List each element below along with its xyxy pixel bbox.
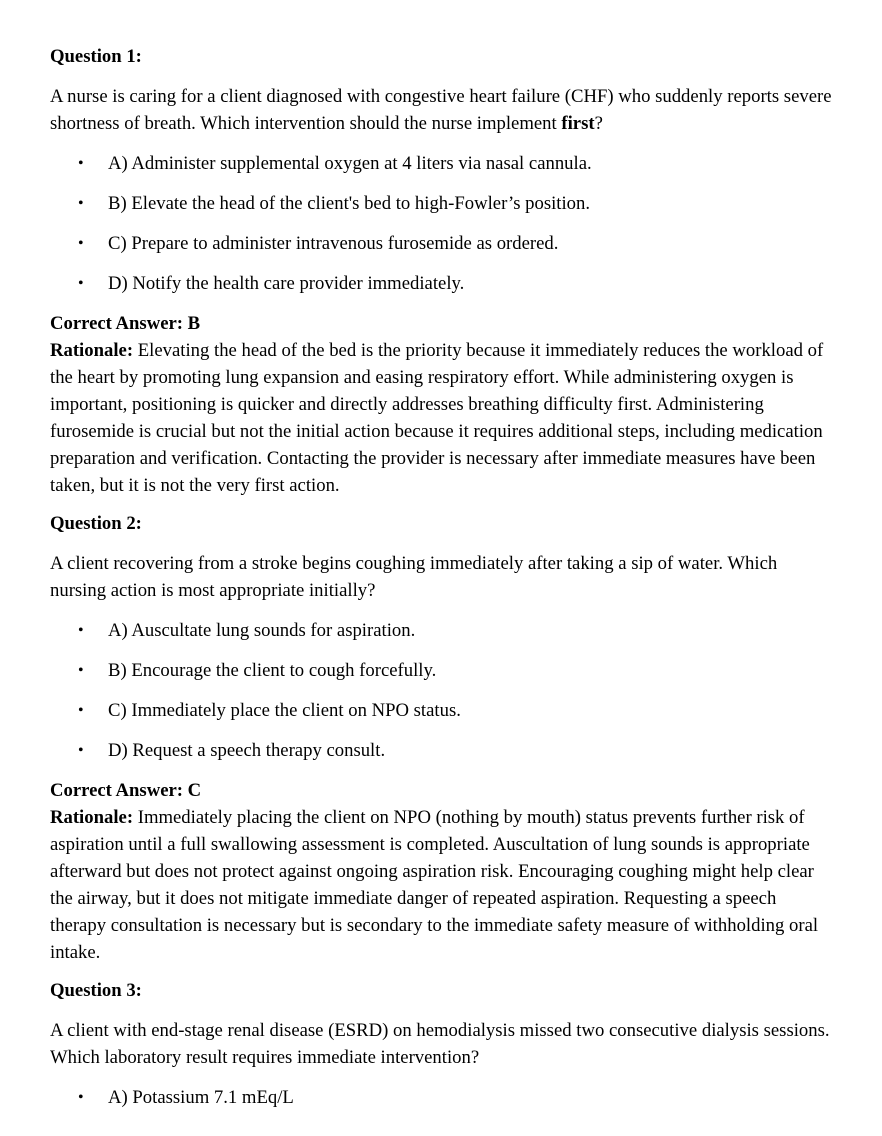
stem-text: A client recovering from a stroke begins coughing immediately after taking a sip of water. Which nursing action is most appropriate initially? [50, 553, 778, 601]
stem-text: A client with end-stage renal disease (ESRD) on hemodialysis missed two consecutive dialysis sessions. Which laboratory result requires immediate intervention? [50, 1020, 830, 1068]
answer-block [50, 310, 832, 499]
stem-text: A nurse is caring for a client diagnosed with congestive heart failure (CHF) who suddenly reports severe shortness of breath. Which intervention should the nurse implement [50, 86, 832, 134]
rationale [50, 804, 832, 966]
options-list [50, 617, 832, 764]
option-item [78, 697, 832, 724]
options-list [50, 150, 832, 297]
rationale [50, 337, 832, 499]
rationale-text: Elevating the head of the bed is the priority because it immediately reduces the workload of the heart by promoting lung expansion and easing respiratory effort. While administering oxygen is important, positioning is quicker and directly addresses breathing difficulty first. Administering furosemide is crucial but not the initial action because it requires additional steps, including medication preparation and verification. Contacting the provider is necessary after immediate measures have been taken, but it is not the very first action. [50, 340, 824, 496]
option-item [78, 657, 832, 684]
option-item [78, 737, 832, 764]
stem-bold-text: first [561, 113, 595, 134]
bullet-icon: • [78, 622, 84, 639]
option-text: C) Immediately place the client on NPO status. [108, 700, 461, 721]
option-text: A) Auscultate lung sounds for aspiration. [108, 620, 416, 641]
option-item [78, 1084, 832, 1111]
option-text: C) Prepare to administer intravenous furosemide as ordered. [108, 233, 559, 254]
questions-list [50, 43, 832, 1111]
option-text: A) Potassium 7.1 mEq/L [108, 1087, 294, 1108]
option-text: D) Request a speech therapy consult. [108, 740, 386, 761]
option-text: D) Notify the health care provider immediately. [108, 273, 465, 294]
bullet-icon: • [78, 1089, 84, 1106]
bullet-icon: • [78, 275, 84, 292]
option-text: B) Elevate the head of the client's bed to high-Fowler’s position. [108, 193, 591, 214]
option-item [78, 270, 832, 297]
question-block [50, 510, 832, 966]
question-heading: Question 2: [50, 513, 142, 534]
question-heading: Question 1: [50, 46, 142, 67]
bullet-icon: • [78, 702, 84, 719]
bullet-icon: • [78, 195, 84, 212]
stem-text: ? [594, 113, 603, 134]
question-stem [50, 83, 832, 137]
option-text: B) Encourage the client to cough forcefully. [108, 660, 437, 681]
bullet-icon: • [78, 235, 84, 252]
rationale-text: Immediately placing the client on NPO (nothing by mouth) status prevents further risk of aspiration until a full swallowing assessment is completed. Auscultation of lung sounds is appropriate afterward but does not protect against ongoing aspiration risk. Encouraging coughing might help clear the airway, but it does not mitigate immediate danger of repeated aspiration. Requesting a speech therapy consultation is necessary but is secondary to the immediate safety measure of withholding oral intake. [50, 807, 819, 963]
option-text: A) Administer supplemental oxygen at 4 liters via nasal cannula. [108, 153, 592, 174]
option-item [78, 617, 832, 644]
correct-answer: Correct Answer: C [50, 780, 202, 801]
bullet-icon: • [78, 155, 84, 172]
rationale-label: Rationale: [50, 807, 134, 828]
question-stem [50, 550, 832, 604]
question-block [50, 977, 832, 1111]
correct-answer: Correct Answer: B [50, 313, 201, 334]
rationale-label: Rationale: [50, 340, 134, 361]
option-item [78, 230, 832, 257]
options-list [50, 1084, 832, 1111]
question-stem [50, 1017, 832, 1071]
option-item [78, 190, 832, 217]
question-heading: Question 3: [50, 980, 142, 1001]
answer-block [50, 777, 832, 966]
bullet-icon: • [78, 662, 84, 679]
bullet-icon: • [78, 742, 84, 759]
option-item [78, 150, 832, 177]
question-block [50, 43, 832, 499]
